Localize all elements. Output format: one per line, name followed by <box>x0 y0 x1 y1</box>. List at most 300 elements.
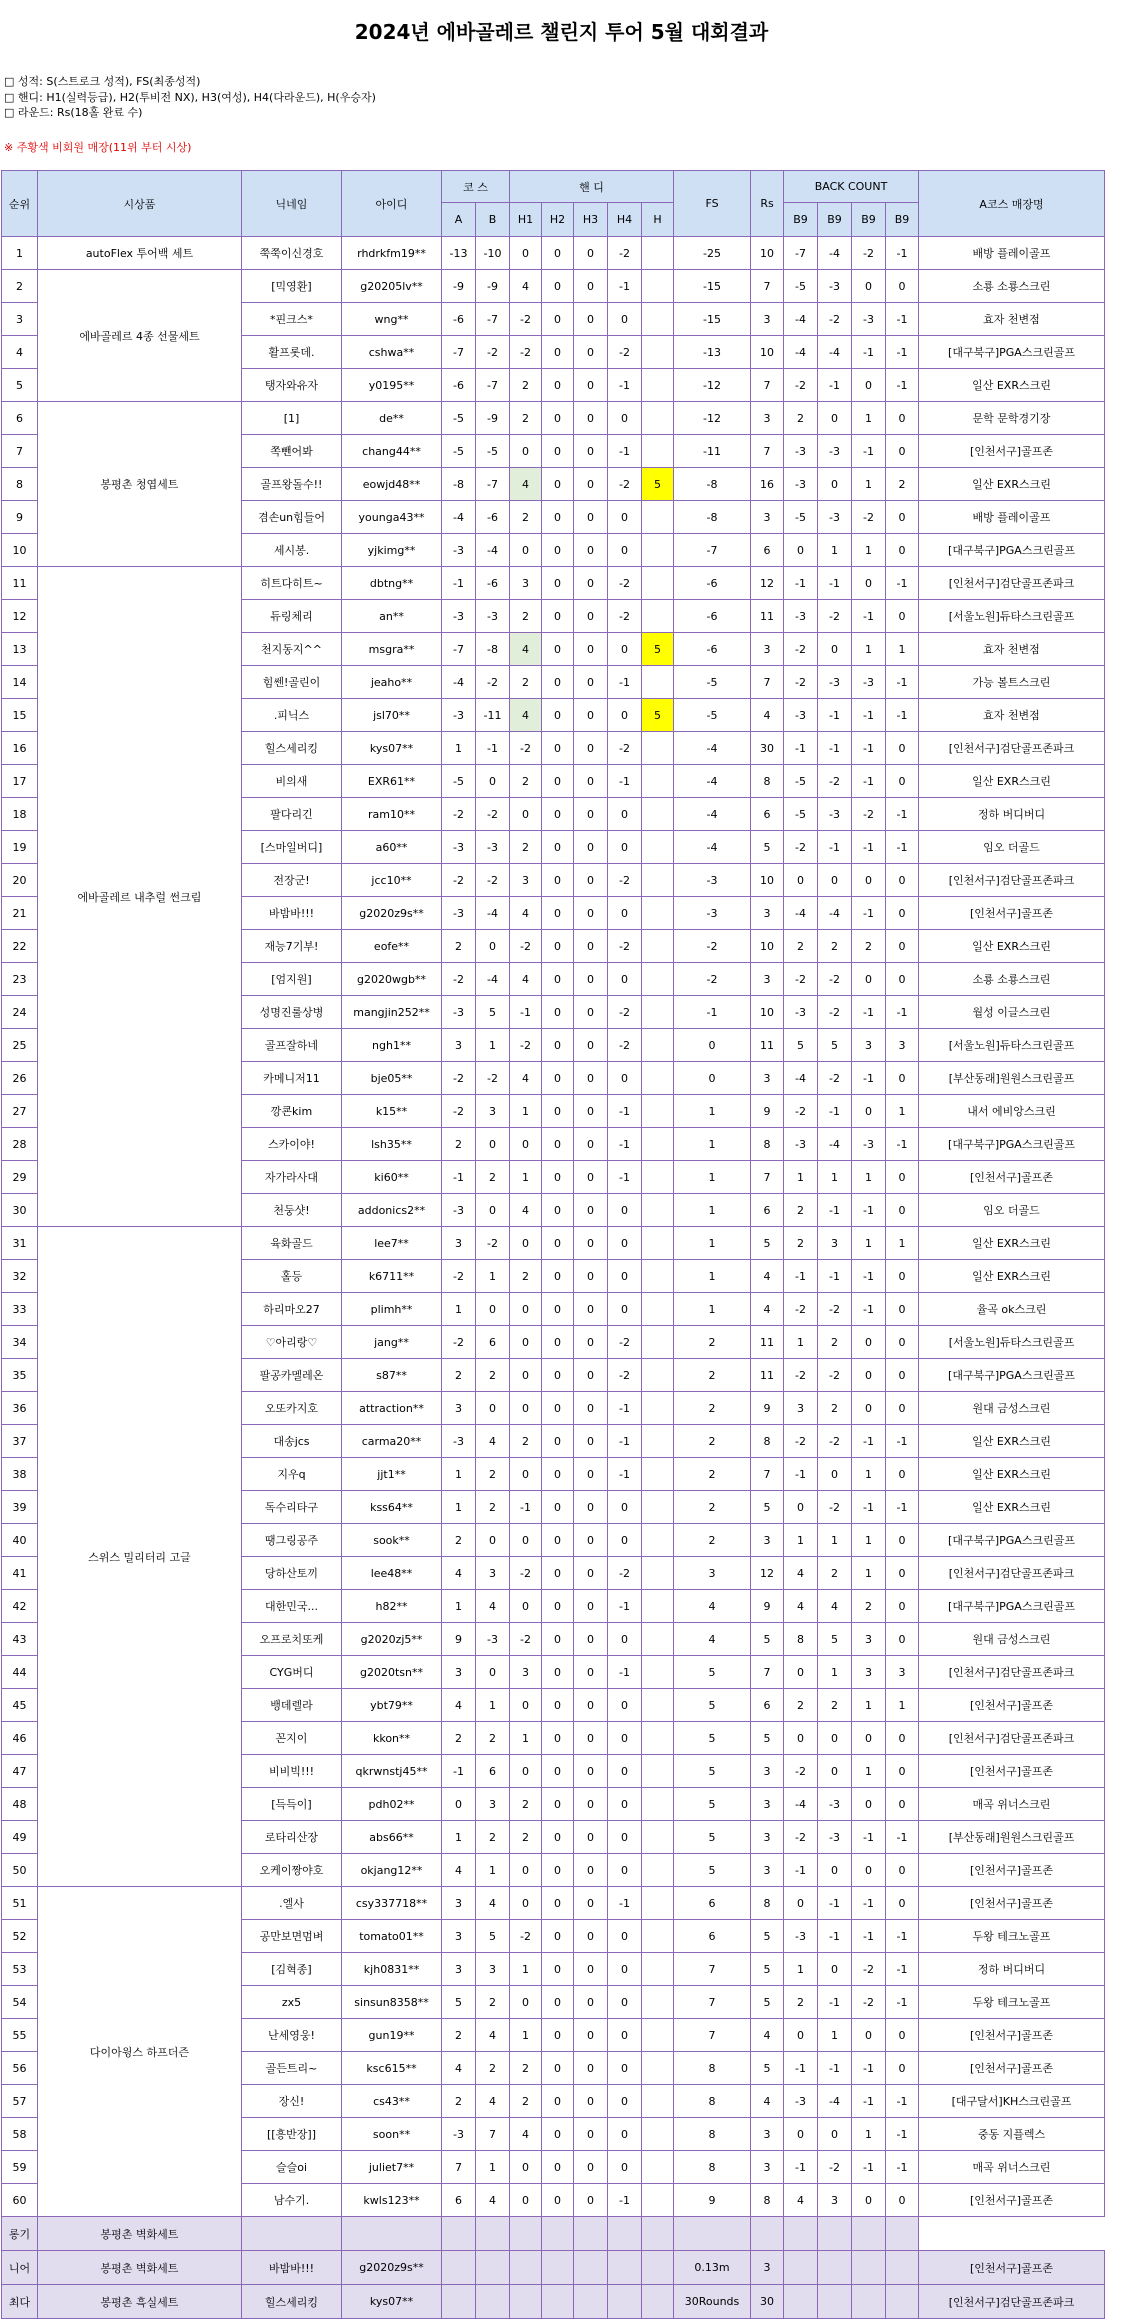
cell-rs: 3 <box>751 2151 784 2184</box>
cell-nickname: zx5 <box>242 1986 342 2019</box>
cell-handi-h1: -1 <box>510 1491 542 1524</box>
cell-handi-h1: 0 <box>510 1755 542 1788</box>
cell-id: EXR61** <box>342 765 442 798</box>
cell-handi-h4: 0 <box>608 402 642 435</box>
cell-fs: 5 <box>674 1656 751 1689</box>
cell-id: yjkimg** <box>342 534 442 567</box>
cell-rank: 37 <box>2 1425 38 1458</box>
cell-id: bje05** <box>342 1062 442 1095</box>
cell-handi-h4: 0 <box>608 633 642 666</box>
cell-back-b9-1: -2 <box>784 369 818 402</box>
cell-back-b9-1: -3 <box>784 2085 818 2118</box>
cell-back-b9-1: -4 <box>784 1788 818 1821</box>
cell-fs: 8 <box>674 2118 751 2151</box>
cell-handi-h <box>642 435 674 468</box>
cell-handi-h1: 2 <box>510 600 542 633</box>
cell-id: carma20** <box>342 1425 442 1458</box>
cell-handi-h1: 0 <box>510 534 542 567</box>
cell-back-b9-4: 0 <box>886 2184 919 2217</box>
cell-handi-h4: 0 <box>608 963 642 996</box>
cell-score-b: 1 <box>476 1854 510 1887</box>
cell-nickname: 비의새 <box>242 765 342 798</box>
cell-score-b: 4 <box>476 1590 510 1623</box>
cell-back-b9-2: 0 <box>818 1854 852 1887</box>
cell-score-a: 2 <box>442 2019 476 2052</box>
cell-nickname: 슬슬oi <box>242 2151 342 2184</box>
cell-handi-h4: -2 <box>608 1029 642 1062</box>
cell-back-b9-4: -1 <box>886 1986 919 2019</box>
cell-handi-h4: -1 <box>608 1425 642 1458</box>
cell-back-b9-4: 0 <box>886 2052 919 2085</box>
cell-score-b: -3 <box>476 831 510 864</box>
cell-rs: 3 <box>751 1755 784 1788</box>
header-id: 아이디 <box>342 171 442 237</box>
cell-id: soon** <box>342 2118 442 2151</box>
cell-handi-h <box>642 1128 674 1161</box>
cell-fs: -15 <box>674 270 751 303</box>
cell-handi-h3: 0 <box>574 1986 608 2019</box>
cell-score-b: -9 <box>476 270 510 303</box>
cell-handi-h <box>642 1557 674 1590</box>
cell-rs: 3 <box>751 1062 784 1095</box>
cell-back-b9-3: 1 <box>852 468 886 501</box>
cell-rank: 50 <box>2 1854 38 1887</box>
cell-handi-h4: 0 <box>608 1227 642 1260</box>
cell-id: a60** <box>342 831 442 864</box>
prize-cell: 다이아윙스 하프더즌 <box>38 1887 242 2217</box>
cell-id: lsh35** <box>342 1128 442 1161</box>
cell-rs: 11 <box>751 1359 784 1392</box>
cell-store: [인천서구]골프존 <box>919 1689 1105 1722</box>
cell-handi-h1: 0 <box>510 2151 542 2184</box>
cell-id: juliet7** <box>342 2151 442 2184</box>
cell-fs: 5 <box>674 1854 751 1887</box>
cell-back-b9-4: 0 <box>886 897 919 930</box>
special-back-b9-1 <box>784 2217 818 2251</box>
cell-fs: -4 <box>674 831 751 864</box>
cell-handi-h3: 0 <box>574 1788 608 1821</box>
cell-back-b9-3: -2 <box>852 798 886 831</box>
cell-fs: 5 <box>674 1689 751 1722</box>
cell-handi-h3: 0 <box>574 1128 608 1161</box>
cell-nickname: 세시봉. <box>242 534 342 567</box>
cell-id: attraction** <box>342 1392 442 1425</box>
results-body <box>2 237 1105 2319</box>
cell-back-b9-4: 0 <box>886 1755 919 1788</box>
cell-back-b9-1: 2 <box>784 402 818 435</box>
cell-id: lee7** <box>342 1227 442 1260</box>
cell-handi-h1: 2 <box>510 1821 542 1854</box>
cell-nickname: 대송jcs <box>242 1425 342 1458</box>
cell-id: chang44** <box>342 435 442 468</box>
cell-fs: 1 <box>674 1095 751 1128</box>
cell-score-b: -4 <box>476 534 510 567</box>
cell-back-b9-1: -3 <box>784 699 818 732</box>
cell-store: [인천서구]검단골프존파크 <box>919 732 1105 765</box>
cell-rs: 4 <box>751 2019 784 2052</box>
cell-score-a: -2 <box>442 864 476 897</box>
cell-nickname: 골든트리~ <box>242 2052 342 2085</box>
cell-handi-h1: -1 <box>510 996 542 1029</box>
cell-handi-h4: 0 <box>608 1755 642 1788</box>
cell-back-b9-1: -4 <box>784 1062 818 1095</box>
cell-back-b9-3: 1 <box>852 1227 886 1260</box>
cell-handi-h <box>642 303 674 336</box>
special-handi-h4 <box>608 2251 642 2285</box>
cell-handi-h2: 0 <box>542 732 574 765</box>
cell-back-b9-1: -2 <box>784 666 818 699</box>
cell-fs: 0 <box>674 1062 751 1095</box>
cell-handi-h <box>642 1590 674 1623</box>
cell-back-b9-3: 1 <box>852 402 886 435</box>
cell-handi-h1: 0 <box>510 1293 542 1326</box>
cell-handi-h1: 0 <box>510 1986 542 2019</box>
cell-rs: 6 <box>751 1194 784 1227</box>
cell-handi-h2: 0 <box>542 369 574 402</box>
cell-score-a: -5 <box>442 435 476 468</box>
special-fs <box>674 2217 751 2251</box>
cell-score-b: 6 <box>476 1326 510 1359</box>
cell-back-b9-2: -1 <box>818 831 852 864</box>
cell-fs: -4 <box>674 765 751 798</box>
special-handi-h4 <box>608 2217 642 2251</box>
cell-back-b9-2: -1 <box>818 1920 852 1953</box>
cell-score-a: -1 <box>442 1161 476 1194</box>
cell-rank: 52 <box>2 1920 38 1953</box>
cell-back-b9-1: 0 <box>784 534 818 567</box>
cell-handi-h1: 0 <box>510 1854 542 1887</box>
cell-handi-h4: 0 <box>608 1689 642 1722</box>
cell-rs: 7 <box>751 270 784 303</box>
cell-back-b9-1: -4 <box>784 303 818 336</box>
cell-rs: 3 <box>751 1821 784 1854</box>
cell-back-b9-1: 0 <box>784 1722 818 1755</box>
cell-back-b9-3: 1 <box>852 1161 886 1194</box>
cell-back-b9-2: -2 <box>818 2151 852 2184</box>
cell-score-a: 3 <box>442 1887 476 1920</box>
cell-store: [인천서구]검단골프존파크 <box>919 1722 1105 1755</box>
prize-cell: autoFlex 투어백 세트 <box>38 237 242 270</box>
cell-back-b9-3: -1 <box>852 699 886 732</box>
cell-back-b9-4: -1 <box>886 1425 919 1458</box>
cell-score-a: -2 <box>442 798 476 831</box>
cell-store: 배방 플레이골프 <box>919 501 1105 534</box>
cell-rank: 44 <box>2 1656 38 1689</box>
cell-score-a: 1 <box>442 1491 476 1524</box>
cell-back-b9-2: -2 <box>818 1293 852 1326</box>
special-back-b9-1 <box>784 2285 818 2319</box>
cell-id: jjt1** <box>342 1458 442 1491</box>
cell-nickname: 스카이야! <box>242 1128 342 1161</box>
cell-nickname: 공만보면멈벼 <box>242 1920 342 1953</box>
cell-handi-h4: -2 <box>608 567 642 600</box>
cell-handi-h4: -2 <box>608 1326 642 1359</box>
special-score-a <box>442 2217 476 2251</box>
cell-score-b: -3 <box>476 600 510 633</box>
cell-score-b: 5 <box>476 996 510 1029</box>
cell-handi-h3: 0 <box>574 600 608 633</box>
cell-handi-h4: -2 <box>608 336 642 369</box>
special-handi-h <box>642 2251 674 2285</box>
cell-rank: 24 <box>2 996 38 1029</box>
cell-score-b: 7 <box>476 2118 510 2151</box>
cell-handi-h4: -1 <box>608 369 642 402</box>
cell-score-a: -3 <box>442 2118 476 2151</box>
cell-id: g2020z9s** <box>342 897 442 930</box>
cell-score-a: -2 <box>442 1326 476 1359</box>
cell-nickname: 힘쎈!골린이 <box>242 666 342 699</box>
cell-rank: 43 <box>2 1623 38 1656</box>
cell-back-b9-1: -1 <box>784 1260 818 1293</box>
cell-store: 일산 EXR스크린 <box>919 468 1105 501</box>
prize-cell: 에바골레르 내추럴 썬크림 <box>38 567 242 1227</box>
cell-back-b9-2: -3 <box>818 501 852 534</box>
cell-handi-h4: -2 <box>608 864 642 897</box>
cell-id: lee48** <box>342 1557 442 1590</box>
cell-back-b9-1: -2 <box>784 1755 818 1788</box>
cell-back-b9-3: 0 <box>852 567 886 600</box>
cell-handi-h2: 0 <box>542 1854 574 1887</box>
cell-score-a: 4 <box>442 1689 476 1722</box>
cell-handi-h3: 0 <box>574 963 608 996</box>
cell-score-a: -3 <box>442 600 476 633</box>
cell-handi-h1: 0 <box>510 1392 542 1425</box>
cell-handi-h3: 0 <box>574 303 608 336</box>
cell-nickname: 활프롯데. <box>242 336 342 369</box>
cell-nickname: 남수기. <box>242 2184 342 2217</box>
cell-back-b9-2: 4 <box>818 1590 852 1623</box>
cell-score-b: 2 <box>476 1821 510 1854</box>
table-row <box>2 1227 1105 1260</box>
cell-back-b9-3: -1 <box>852 2151 886 2184</box>
cell-handi-h1: 3 <box>510 864 542 897</box>
cell-back-b9-3: -1 <box>852 1062 886 1095</box>
cell-score-a: -3 <box>442 897 476 930</box>
cell-fs: -3 <box>674 897 751 930</box>
cell-rank: 54 <box>2 1986 38 2019</box>
cell-handi-h1: 0 <box>510 1227 542 1260</box>
cell-handi-h <box>642 765 674 798</box>
cell-back-b9-4: -1 <box>886 2151 919 2184</box>
cell-back-b9-2: 0 <box>818 1458 852 1491</box>
cell-handi-h4: -1 <box>608 435 642 468</box>
cell-score-b: 0 <box>476 1656 510 1689</box>
cell-handi-h3: 0 <box>574 1095 608 1128</box>
cell-back-b9-3: -1 <box>852 600 886 633</box>
legend-note-score: □ 성적: S(스트로크 성적), FS(최종성적) <box>4 75 201 88</box>
cell-fs: 1 <box>674 1128 751 1161</box>
cell-rank: 23 <box>2 963 38 996</box>
cell-back-b9-3: 1 <box>852 1458 886 1491</box>
cell-handi-h4: 0 <box>608 1953 642 1986</box>
special-score-a <box>442 2251 476 2285</box>
cell-fs: -15 <box>674 303 751 336</box>
cell-handi-h <box>642 1524 674 1557</box>
cell-fs: 8 <box>674 2052 751 2085</box>
cell-handi-h3: 0 <box>574 666 608 699</box>
cell-store: 매곡 위너스크린 <box>919 1788 1105 1821</box>
cell-rs: 7 <box>751 666 784 699</box>
cell-handi-h2: 0 <box>542 567 574 600</box>
cell-nickname: 로타리산장 <box>242 1821 342 1854</box>
cell-store: 소룡 소룡스크린 <box>919 963 1105 996</box>
cell-handi-h3: 0 <box>574 765 608 798</box>
cell-id: younga43** <box>342 501 442 534</box>
special-handi-h2 <box>542 2217 574 2251</box>
cell-back-b9-2: 0 <box>818 402 852 435</box>
cell-back-b9-2: -2 <box>818 1491 852 1524</box>
cell-store: [인천서구]골프존 <box>919 1887 1105 1920</box>
cell-handi-h1: 0 <box>510 1458 542 1491</box>
cell-back-b9-3: 0 <box>852 270 886 303</box>
cell-rank: 28 <box>2 1128 38 1161</box>
cell-score-b: -6 <box>476 567 510 600</box>
cell-score-a: 3 <box>442 1656 476 1689</box>
cell-handi-h1: 2 <box>510 666 542 699</box>
cell-back-b9-4: 0 <box>886 1194 919 1227</box>
cell-id: g20205lv** <box>342 270 442 303</box>
special-handi-h1 <box>510 2251 542 2285</box>
cell-handi-h4: -2 <box>608 1359 642 1392</box>
cell-back-b9-3: 1 <box>852 1524 886 1557</box>
cell-back-b9-3: 2 <box>852 930 886 963</box>
cell-back-b9-4: -1 <box>886 996 919 1029</box>
cell-id: k6711** <box>342 1260 442 1293</box>
cell-rs: 7 <box>751 1458 784 1491</box>
cell-handi-h3: 0 <box>574 468 608 501</box>
cell-id: tomato01** <box>342 1920 442 1953</box>
cell-rank: 9 <box>2 501 38 534</box>
cell-back-b9-4: 0 <box>886 765 919 798</box>
cell-fs: 1 <box>674 1227 751 1260</box>
cell-rank: 18 <box>2 798 38 831</box>
cell-back-b9-1: -2 <box>784 1293 818 1326</box>
cell-back-b9-2: -2 <box>818 303 852 336</box>
cell-handi-h3: 0 <box>574 1590 608 1623</box>
cell-store: 일산 EXR스크린 <box>919 1425 1105 1458</box>
cell-nickname: 장신! <box>242 2085 342 2118</box>
cell-score-a: 1 <box>442 1293 476 1326</box>
cell-handi-h1: 1 <box>510 1095 542 1128</box>
cell-handi-h1: 4 <box>510 1194 542 1227</box>
cell-rank: 4 <box>2 336 38 369</box>
cell-back-b9-1: 0 <box>784 1656 818 1689</box>
results-table <box>1 170 1105 2319</box>
cell-score-a: 1 <box>442 732 476 765</box>
cell-handi-h <box>642 1062 674 1095</box>
cell-nickname: 깡쿈kim <box>242 1095 342 1128</box>
cell-store: 일산 EXR스크린 <box>919 1458 1105 1491</box>
cell-handi-h1: 2 <box>510 1260 542 1293</box>
cell-back-b9-2: 2 <box>818 1689 852 1722</box>
cell-id: eofe** <box>342 930 442 963</box>
cell-handi-h3: 0 <box>574 831 608 864</box>
cell-score-a: -2 <box>442 963 476 996</box>
cell-back-b9-2: -1 <box>818 567 852 600</box>
cell-fs: 8 <box>674 2151 751 2184</box>
cell-score-a: -2 <box>442 1062 476 1095</box>
cell-handi-h <box>642 1458 674 1491</box>
cell-store: [인천서구]검단골프존파크 <box>919 1557 1105 1590</box>
cell-score-a: -5 <box>442 765 476 798</box>
cell-handi-h1: 2 <box>510 1788 542 1821</box>
cell-back-b9-1: -2 <box>784 1821 818 1854</box>
special-award: 니어 <box>2 2251 38 2285</box>
cell-back-b9-1: -1 <box>784 2052 818 2085</box>
cell-store: 중동 지플렉스 <box>919 2118 1105 2151</box>
cell-rs: 4 <box>751 699 784 732</box>
cell-back-b9-3: 0 <box>852 1788 886 1821</box>
cell-handi-h1: 2 <box>510 765 542 798</box>
cell-fs: 0 <box>674 1029 751 1062</box>
table-row <box>2 237 1105 270</box>
cell-rs: 4 <box>751 1260 784 1293</box>
cell-id: ksc615** <box>342 2052 442 2085</box>
cell-store: [인천서구]골프존 <box>919 435 1105 468</box>
cell-rs: 5 <box>751 1623 784 1656</box>
cell-score-a: 9 <box>442 1623 476 1656</box>
cell-rs: 9 <box>751 1392 784 1425</box>
cell-back-b9-3: 0 <box>852 1854 886 1887</box>
cell-fs: -4 <box>674 798 751 831</box>
cell-store: [인천서구]검단골프존파크 <box>919 567 1105 600</box>
cell-rs: 9 <box>751 1095 784 1128</box>
special-score-b <box>476 2251 510 2285</box>
cell-back-b9-1: -3 <box>784 468 818 501</box>
cell-nickname: 골프잘하네 <box>242 1029 342 1062</box>
cell-rank: 8 <box>2 468 38 501</box>
cell-rs: 8 <box>751 1887 784 1920</box>
cell-rank: 15 <box>2 699 38 732</box>
cell-handi-h1: 1 <box>510 1161 542 1194</box>
cell-rank: 53 <box>2 1953 38 1986</box>
cell-back-b9-3: -1 <box>852 336 886 369</box>
cell-score-a: -8 <box>442 468 476 501</box>
cell-handi-h1: 4 <box>510 468 542 501</box>
cell-handi-h1: 1 <box>510 1953 542 1986</box>
cell-back-b9-2: 1 <box>818 534 852 567</box>
cell-handi-h <box>642 501 674 534</box>
cell-back-b9-2: -2 <box>818 963 852 996</box>
cell-rank: 29 <box>2 1161 38 1194</box>
cell-rs: 4 <box>751 2085 784 2118</box>
cell-handi-h <box>642 2052 674 2085</box>
cell-back-b9-1: -1 <box>784 2151 818 2184</box>
cell-back-b9-4: 0 <box>886 1392 919 1425</box>
cell-handi-h3: 0 <box>574 1689 608 1722</box>
cell-handi-h2: 0 <box>542 1029 574 1062</box>
cell-rank: 19 <box>2 831 38 864</box>
cell-handi-h4: -1 <box>608 1887 642 1920</box>
cell-score-a: -3 <box>442 1194 476 1227</box>
cell-handi-h2: 0 <box>542 1227 574 1260</box>
cell-back-b9-1: -2 <box>784 1095 818 1128</box>
cell-nickname: 비비빅!!! <box>242 1755 342 1788</box>
cell-fs: -4 <box>674 732 751 765</box>
cell-handi-h <box>642 1986 674 2019</box>
cell-handi-h2: 0 <box>542 1887 574 1920</box>
cell-back-b9-3: -1 <box>852 1260 886 1293</box>
cell-nickname: 팔공카멜레온 <box>242 1359 342 1392</box>
cell-back-b9-3: 0 <box>852 1722 886 1755</box>
cell-back-b9-2: -4 <box>818 897 852 930</box>
cell-back-b9-1: -5 <box>784 765 818 798</box>
cell-nickname: 독수리타구 <box>242 1491 342 1524</box>
cell-handi-h1: 2 <box>510 2052 542 2085</box>
cell-handi-h <box>642 369 674 402</box>
cell-handi-h3: 0 <box>574 1359 608 1392</box>
cell-handi-h2: 0 <box>542 270 574 303</box>
